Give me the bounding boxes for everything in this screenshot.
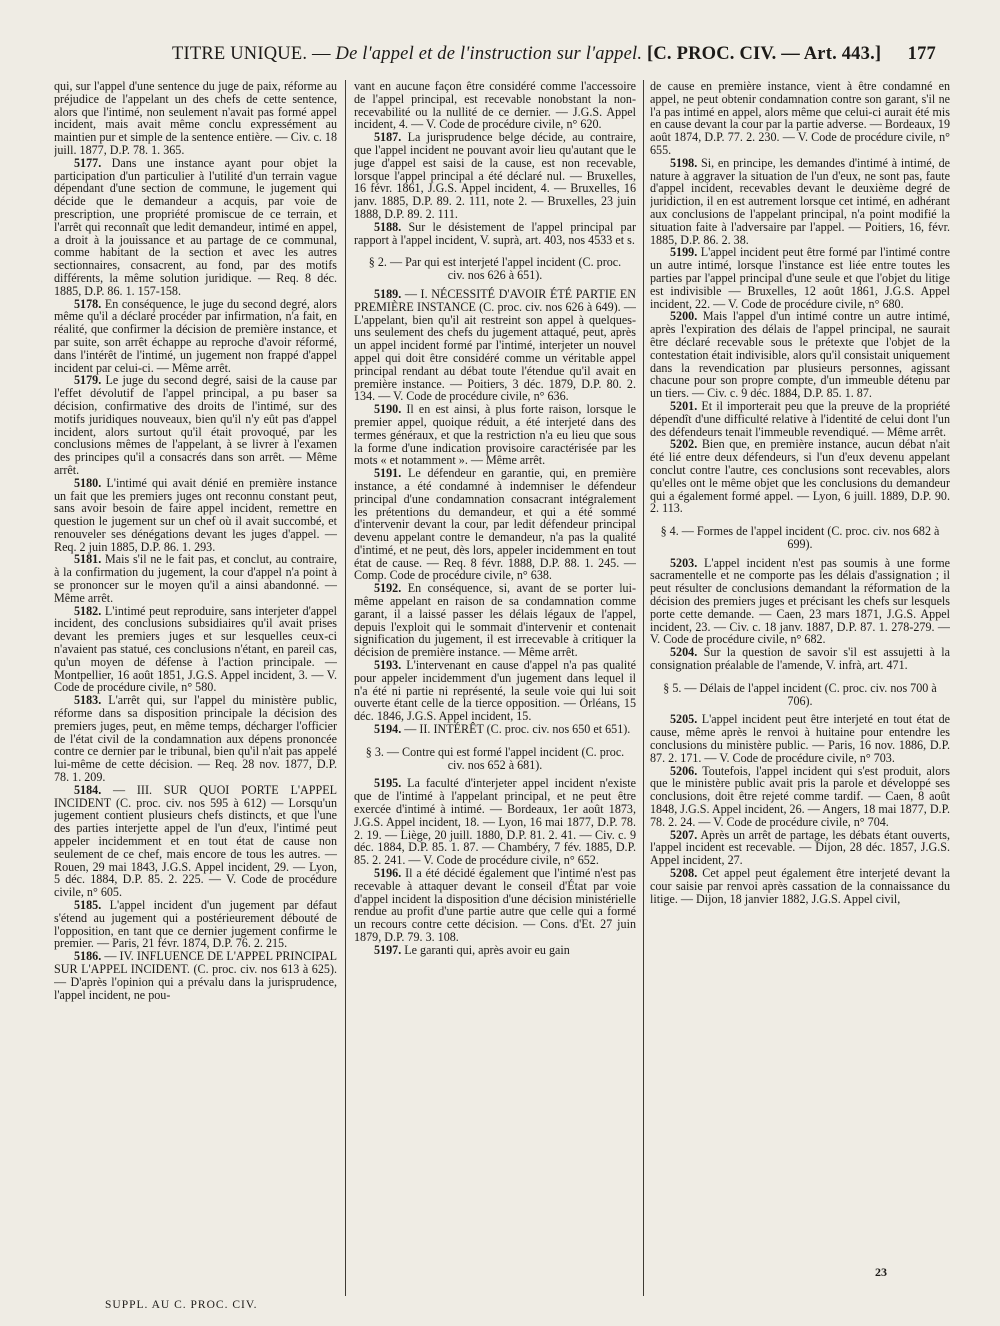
- paragraph-number: 5206.: [670, 763, 698, 778]
- paragraph-number: 5185.: [74, 898, 102, 912]
- paragraph-text: L'intimé qui avait dénié en première instance un fait que les premiers juges ont reconnu constant peut, sans avoir besoin de faire appel incident, remettre en question le jugement sur un chef où il avait succombé, et renouveler ses dénégations devant les juges d'appel. — Req. 2 juin 1885, D.P. 86. 1. 293.: [54, 475, 337, 554]
- paragraph-text: de cause en première instance, vient à être condamné en appel, ne peut obtenir condamnation contre son garant, s'il ne l'a pas intimé en appel, alors même que celui-ci aurait été mis en cause devant la cour par la partie adverse. — Bordeaux, 19 août 1874, D.P. 77. 2. 230. — V. Code de procédure civile, n° 655.: [650, 80, 950, 157]
- column-2: [354, 80, 636, 1296]
- paragraph-text: La faculté d'interjeter appel incident n'existe que de l'intimé à l'appelant principal, et ne peut être exercée d'intimé à intimé. — Bordeaux, 1er août 1873, J.G.S. Appel incident, 18. — Lyon, 16 mai 1877, D.P. 78. 2. 19. — Liège, 20 juill. 1880, D.P. 81. 2. 41. — Civ. c. 9 déc. 1884, D.P. 85. 1. 87. — Chambéry, 7 fév. 1885, D.P. 85. 2. 241. — V. Code de procédure civile, n° 652.: [354, 776, 636, 868]
- column-1: [54, 80, 337, 1296]
- paragraph-number: 5183.: [74, 693, 102, 708]
- header-code-ref: [C. PROC. CIV. — Art. 443.]: [647, 44, 882, 64]
- paragraph: [354, 403, 636, 467]
- paragraph-text: Il a été décidé également que l'intimé n'est pas recevable à attaquer devant le conseil d'État par voie d'appel incident la disposition d'une décision ministérielle rendue au profit d'une partie autre que celle qui a formé un recours contre cette décision. — Cons. d'Et. 27 juin 1879, D.P. 79. 3. 108.: [354, 866, 636, 944]
- paragraph: [54, 298, 337, 375]
- paragraph-text: — IV. INFLUENCE DE L'APPEL PRINCIPAL SUR L'APPEL INCIDENT. (C. proc. civ. nos 613 à 625). — D'après l'opinion qui a prévalu dans la jurisprudence, l'appel incident, ne pou-: [54, 949, 337, 1002]
- paragraph: [354, 659, 636, 723]
- paragraph-text: Sur le désistement de l'appel principal par rapport à l'appel incident, V. suprà, art. 403, nos 4533 et s.: [354, 219, 636, 247]
- header-subtitle: De l'appel et de l'instruction sur l'appel.: [335, 44, 643, 64]
- column-divider: [643, 80, 644, 1296]
- paragraph-text: Mais l'appel d'un intimé contre un autre intimé, après l'expiration des délais de l'appel principal, ne saurait être déclaré recevable sous le prétexte que l'objet de la contestation était indivisible, alors qu'il consistait uniquement dans la revendication par plusieurs personnes, agissant chacune pour son propre compte, d'un immeuble détenu par un tiers. — Civ. c. 9 déc. 1884, D.P. 85. 1. 87.: [650, 309, 950, 401]
- paragraph: [650, 646, 950, 672]
- paragraph-text: L'appel incident peut être formé par l'intimé contre un autre intimé, lorsque l'instance est liée entre toutes les parties par l'appel principal d'une seule et que l'objet du litige est indivisible — Bruxelles, 12 août 1861, J.G.S. Appel incident, 22. — V. Code de procédure civile, n° 680.: [650, 245, 950, 311]
- paragraph: [54, 553, 337, 604]
- paragraph-number: 5179.: [74, 373, 102, 388]
- paragraph-number: 5204.: [670, 645, 698, 660]
- paragraph-number: 5203.: [670, 555, 698, 570]
- paragraph-number: 5201.: [670, 398, 698, 413]
- paragraph-text: — III. SUR QUOI PORTE L'APPEL INCIDENT (C. proc. civ. nos 595 à 612) — Lorsqu'un jugement contient plusieurs chefs distincts, et que l'une des parties interjette appel de l'un d'eux, l'intimé peut appeler incidemment et en tout état de cause non seulement de ce chef, mais encore de tous les autres. — Rouen, 29 mai 1843, J.G.S. Appel incident, 29. — Lyon, 5 déc. 1884, D.P. 85. 2. 225. — V. Code de procédure civile, n° 605.: [54, 782, 337, 900]
- section-heading: § 3. — Contre qui est formé l'appel incident (C. proc. civ. nos 652 à 681).: [365, 744, 625, 772]
- paragraph-text: Si, en principe, les demandes d'intimé à intimé, de nature à aggraver la situation de l'un d'eux, ne sont pas, faute d'appel incident, recevables devant le deuxième degré de juridiction, il en est autrement lorsque cet intimé, en adhérant aux conclusions de l'appelant principal, n'a point modifié la situation faite à l'adversaire par l'appel. — Poitiers, 16, févr. 1885, D.P. 86. 2. 38.: [650, 155, 950, 247]
- paragraph-text: L'appel incident d'un jugement par défaut s'étend au jugement qui a postérieurement débouté de l'opposition, en tant que ce dernier jugement confirme le premier. — Paris, 21 févr. 1874, D.P. 76. 2. 215.: [54, 898, 337, 951]
- paragraph-text: La jurisprudence belge décide, au contraire, que l'appel incident ne pouvant avoir lieu qu'autant que le juge d'appel est saisi de la cause, est non recevable, lorsque l'appel principal a été déclaré nul. — Bruxelles, 16 févr. 1861, J.G.S. Appel incident, 4. — Bruxelles, 16 janv. 1885, D.P. 89. 2. 111, note 2. — Bruxelles, 23 juin 1888, D.P. 89. 2. 111.: [354, 130, 636, 221]
- section-heading: § 5. — Délais de l'appel incident (C. proc. civ. nos 700 à 706).: [663, 680, 937, 708]
- paragraph: [650, 557, 950, 647]
- paragraph: [354, 131, 636, 221]
- paragraph-text: L'appel incident peut être interjeté en tout état de cause, même après le renvoi à huitaine pour entendre les conclusions du ministère public. — Paris, 16 nov. 1886, D.P. 87. 2. 171. — V. Code de procédure civile, n° 703.: [650, 712, 950, 765]
- section-heading: § 2. — Par qui est interjeté l'appel incident (C. proc. civ. nos 626 à 651).: [368, 255, 622, 283]
- paragraph-text: Le défendeur en garantie, qui, en première instance, a été condamné à indemniser le défendeur principal d'une condamnation consacrant intégralement les prétentions du demandeur, et qui a été sommé d'intervenir devant la cour, par ledit défendeur principal devenu appelant contre le demandeur, n'a pas la qualité d'intimé, et ne peut, dès lors, appeler incidemment en tout état de cause. — Req. 8 févr. 1888, D.P. 88. 1. 245. — Comp. Code de procédure civile, n° 638.: [354, 466, 636, 583]
- paragraph: [54, 374, 337, 476]
- paragraph-number: 5208.: [670, 866, 698, 881]
- paragraph: [650, 829, 950, 867]
- paragraph: [54, 605, 337, 695]
- paragraph-number: 5184.: [74, 782, 102, 797]
- page-number: 177: [907, 44, 936, 64]
- paragraph-text: L'arrêt qui, sur l'appel du ministère public, réforme dans sa disposition principale la décision des premiers juges, peut, en même temps, décharger l'officier de l'état civil de la condamnation aux dépens prononcée contre ce dernier par le tribunal, bien qu'il n'ait pas appelé lui-même de cette décision. — Req. 28 nov. 1877, D.P. 78. 1. 209.: [54, 693, 337, 785]
- paragraph-text: L'appel incident n'est pas soumis à une forme sacramentelle et ne comporte pas les délais d'assignation ; il peut résulter de conclusions demandant la réformation de la décision des premiers juges et précisant les chefs sur lesquels porte cette demande. — Caen, 23 mars 1871, J.G.S. Appel incident, 23. — Civ. c. 18 janv. 1887, D.P. 87. 1. 278-279. — V. Code de procédure civile, n° 682.: [650, 555, 950, 647]
- paragraph-number: 5195.: [374, 776, 402, 791]
- paragraph: [54, 784, 337, 899]
- paragraph: [650, 310, 950, 400]
- paragraph-number: 5193.: [374, 658, 402, 673]
- paragraph: [54, 694, 337, 784]
- paragraph-text: qui, sur l'appel d'une sentence du juge de paix, réforme au préjudice de l'appelant un des chefs de cette sentence, alors que l'intimé, non seulement n'avait pas formé appel incident, mais avait même conclu expressément au maintien pur et simple de la sentence entière. — Civ. c. 18 juill. 1877, D.P. 78. 1. 365.: [54, 80, 337, 157]
- paragraph-number: 5196.: [374, 866, 402, 881]
- paragraph-number: 5190.: [374, 402, 402, 417]
- paragraph-number: 5192.: [374, 581, 402, 596]
- paragraph-text: — II. INTÉRÊT (C. proc. civ. nos 650 et 651).: [404, 722, 631, 737]
- paragraph-number: 5181.: [74, 552, 102, 567]
- paragraph-text: vant en aucune façon être considéré comme l'accessoire de l'appel principal, est recevable nonobstant la non-recevabilité ou la nullité de ce dernier. — J.G.S. Appel incident, 4. — V. Code de procédure civile, n° 620.: [354, 80, 636, 132]
- page-header: [172, 44, 972, 78]
- paragraph-text: — I. NÉCESSITÉ D'AVOIR ÉTÉ PARTIE EN PREMIÈRE INSTANCE (C. proc. civ. nos 626 à 649). — L'appelant, bien qu'il ait restreint son appel à quelques-uns seulement des chefs du jugement attaqué, peut, après un appel incident formé par l'intimé, interjeter un nouvel appel qui doit être considéré comme un véritable appel principal rendant au débat toute l'étendue qu'il avait en première instance. — Poitiers, 3 déc. 1879, D.P. 80. 2. 134. — V. Code de procédure civile, n° 636.: [354, 286, 636, 404]
- paragraph-number: 5205.: [670, 712, 698, 727]
- paragraph-number: 5191.: [374, 466, 402, 481]
- paragraph: [54, 80, 337, 157]
- paragraph-text: Bien que, en première instance, aucun débat n'ait été lié entre deux défendeurs, si l'un d'eux devenu appelant conclut contre l'autre, ces conclusions sont recevables, alors qu'elles ont le même objet que les conclusions du demandeur qui a également formé appel. — Lyon, 6 juill. 1889, D.P. 90. 2. 113.: [650, 437, 950, 516]
- paragraph-text: L'intervenant en cause d'appel n'a pas qualité pour appeler incidemment d'un jugement dans lequel il n'a été ni partie ni représenté, la seule voie qui lui soit ouverte étant celle de la tierce opposition. — Orléans, 15 déc. 1846, J.G.S. Appel incident, 15.: [354, 658, 636, 724]
- paragraph: [354, 777, 636, 867]
- paragraph: [650, 867, 950, 905]
- paragraph-text: Cet appel peut également être interjeté devant la cour saisie par renvoi après cassation de la connaissance du litige. — Dijon, 18 janvier 1882, J.G.S. Appel civil,: [650, 866, 950, 906]
- paragraph: [354, 80, 636, 131]
- footer-sheet-number: 23: [875, 1265, 887, 1279]
- paragraph: [650, 400, 950, 438]
- column-divider: [345, 80, 346, 1296]
- paragraph-number: 5178.: [74, 296, 102, 311]
- paragraph-number: 5177.: [74, 155, 102, 170]
- paragraph: [354, 723, 636, 736]
- paragraph: [650, 157, 950, 247]
- paragraph: [54, 477, 337, 554]
- paragraph: [650, 438, 950, 515]
- paragraph: [650, 80, 950, 157]
- paragraph-text: Le juge du second degré, saisi de la cause par l'effet dévolutif de l'appel principal, a pu baser sa décision, confirmative des droits de l'intimé, sur des motifs juridiques nouveaux, bien qu'il n'y eût pas d'appel incident, alors surtout qu'il était provoqué, par les conclusions mêmes de l'appelant, à se livrer à l'examen des principes qu'il a consacrés dans son arrêt. — Même arrêt.: [54, 373, 337, 477]
- header-title: TITRE UNIQUE. —: [172, 44, 331, 64]
- paragraph-number: 5207.: [670, 827, 698, 842]
- paragraph: [354, 221, 636, 247]
- paragraph-number: 5189.: [374, 286, 402, 301]
- footer-signature-line: SUPPL. AU C. PROC. CIV.: [105, 1299, 258, 1311]
- paragraph-number: 5188.: [374, 219, 402, 234]
- paragraph: [650, 765, 950, 829]
- paragraph-text: Et il importerait peu que la preuve de la propriété dépendît d'une difficulté relative à l'identité de celui dont l'un des défendeurs tenait l'immeuble revendiqué. — Même arrêt.: [650, 398, 950, 439]
- paragraph-text: Dans une instance ayant pour objet la participation d'un particulier à l'utilité d'un terrain vague dépendant d'une section de commune, le jugement qui décide que le demandeur a acquis, par voie de prescription, une propriété promiscue de ce terrain, et l'arrêt qui reconnaît que ledit demandeur, intimé en appel, a droit à la jouissance et au partage de ce communal, comme habitant de la section et avec les autres sectionnaires, consacrent, au fond, par des motifs différents, la même solution juridique. — Req. 8 déc. 1885, D.P. 86. 1. 157-158.: [54, 155, 337, 298]
- paragraph-text: Sur la question de savoir s'il est assujetti à la consignation préalable de l'amende, V. infrà, art. 471.: [650, 645, 950, 673]
- paragraph-number: 5180.: [74, 475, 102, 490]
- paragraph-number: 5198.: [670, 155, 698, 170]
- paragraph-number: 5199.: [670, 245, 698, 260]
- paragraph-text: L'intimé peut reproduire, sans interjeter d'appel incident, des conclusions subsidiaires qu'il avait prises devant les premiers juges et sur lesquelles ceux-ci n'avaient pas statué, ces conclusions n'étant, en pareil cas, qu'un moyen de défense à l'action principale. — Montpellier, 16 août 1851, J.G.S. Appel incident, 3. — V. Code de procédure civile, n° 580.: [54, 603, 337, 695]
- paragraph-text: Toutefois, l'appel incident qui s'est produit, alors que le ministère public avait pris la parole et développé ses conclusions, doit être rejeté comme tardif. — Caen, 8 août 1848, J.G.S. Appel incident, 26. — Angers, 18 mai 1877, D.P. 78. 2. 24. — V. Code de procédure civile, n° 704.: [650, 763, 950, 829]
- paragraph-number: 5194.: [374, 722, 402, 737]
- paragraph-number: 5182.: [74, 603, 102, 618]
- paragraph-text: Mais s'il ne le fait pas, et conclut, au contraire, à la confirmation du jugement, la cour d'appel n'a point à se prononcer sur le moyen qu'il a ainsi abandonné. — Même arrêt.: [54, 552, 337, 605]
- paragraph: [650, 713, 950, 764]
- paragraph: [650, 246, 950, 310]
- paragraph: [54, 950, 337, 1001]
- paragraph-text: Après un arrêt de partage, les débats étant ouverts, l'appel incident est recevable. — Dijon, 28 déc. 1857, J.G.S. Appel incident, 27.: [650, 827, 950, 868]
- paragraph: [354, 288, 636, 403]
- paragraph-number: 5186.: [74, 949, 102, 964]
- paragraph: [354, 582, 636, 659]
- paragraph-text: En conséquence, si, avant de se porter lui-même appelant en raison de sa condamnation comme garant, il a laissé passer les délais légaux de l'appel, depuis l'exploit qui le sommait d'intervenir et contenait signification du jugement, il est irrecevable à critiquer la décision de première instance. — Même arrêt.: [354, 581, 636, 660]
- paragraph: [354, 867, 636, 944]
- column-3: [650, 80, 950, 1296]
- paragraph-number: 5197.: [374, 942, 402, 957]
- paragraph-number: 5200.: [670, 309, 698, 324]
- paragraph-number: 5202.: [670, 437, 698, 452]
- paragraph-text: Il en est ainsi, à plus forte raison, lorsque le premier appel, quoique réduit, a été interjeté dans des termes généraux, et que la restriction n'a eu lieu que sous la forme d'une indication provisoire caractérisée par les mots « et notamment ». — Même arrêt.: [354, 402, 636, 468]
- paragraph-number: 5187.: [374, 130, 402, 145]
- section-heading: § 4. — Formes de l'appel incident (C. proc. civ. nos 682 à 699).: [660, 524, 940, 551]
- paragraph: [354, 944, 636, 957]
- paragraph: [354, 467, 636, 582]
- paragraph-text: En conséquence, le juge du second degré, alors même qu'il a déclaré procéder par infirmation, n'a fait, en réalité, que confirmer la décision de première instance, et par suite, son arrêt échappe au reproche d'avoir réformé, dans l'intérêt de l'intimé, un jugement non frappé d'appel incident par celui-ci. — Même arrêt.: [54, 296, 337, 375]
- paragraph: [54, 157, 337, 298]
- paragraph: [54, 899, 337, 950]
- paragraph-text: Le garanti qui, après avoir eu gain: [404, 942, 570, 957]
